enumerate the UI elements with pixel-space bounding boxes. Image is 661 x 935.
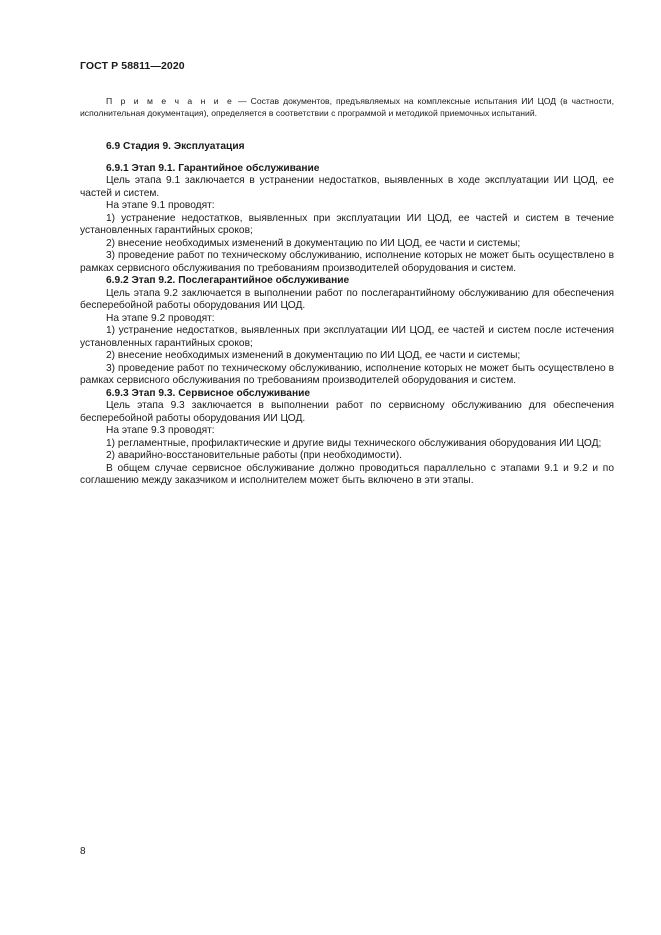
stage-9-3-paragraph: В общем случае сервисное обслуживание должно проводиться параллельно с этапами 9.1 и 9.2 и по соглашению между заказчиком и исполнителем может быть включено в эти этапы.: [80, 462, 614, 486]
stage-9-3-paragraph: На этапе 9.3 проводят:: [106, 425, 215, 436]
section-title: 6.9 Стадия 9. Эксплуатация: [106, 141, 245, 152]
note-label: П р и м е ч а н и е: [106, 96, 234, 106]
stage-9-2-paragraph: 2) внесение необходимых изменений в документацию по ИИ ЦОД, ее части и системы;: [106, 350, 521, 361]
stage-9-2-paragraph: 1) устранение недостатков, выявленных при эксплуатации ИИ ЦОД, ее частей и систем после истечения установленных гарантийных сроков;: [80, 325, 614, 349]
page-body: [80, 96, 614, 488]
stage-9-1-paragraph: На этапе 9.1 проводят:: [106, 200, 215, 211]
stage-9-3-paragraph: 2) аварийно-восстановительные работы (при необходимости).: [106, 450, 402, 461]
stage-9-1-paragraph: 3) проведение работ по техническому обслуживанию, исполнение которых не может быть осуществлено в рамках сервисного обслуживания по требованиям производителей оборудования и систем.: [80, 250, 614, 274]
stage-9-1-title: 6.9.1 Этап 9.1. Гарантийное обслуживание: [106, 162, 320, 174]
stage-9-3-title: 6.9.3 Этап 9.3. Сервисное обслуживание: [106, 387, 311, 399]
document-code: ГОСТ Р 58811—2020: [80, 60, 185, 72]
stage-9-2-paragraph: 3) проведение работ по техническому обслуживанию, исполнение которых не может быть осуществлено в рамках сервисного обслуживания по требованиям производителей оборудования и систем.: [80, 362, 614, 386]
stage-9-1-paragraph: Цель этапа 9.1 заключается в устранении недостатков, выявленных в ходе эксплуатации ИИ ЦОД, ее частей и систем.: [80, 175, 614, 199]
note: [80, 96, 614, 119]
page-number: 8: [80, 846, 86, 857]
stage-9-2-title: 6.9.2 Этап 9.2. Послегарантийное обслуживание: [106, 275, 350, 286]
stage-9-2-paragraph: Цель этапа 9.2 заключается в выполнении работ по послегарантийному обслуживанию для обеспечения бесперебойной работы оборудования ИИ ЦОД.: [80, 287, 614, 311]
note-text: — Состав документов, предъявляемых на комплексные испытания ИИ ЦОД (в частности, исполнительная документация), определяется в соответствии с программой и методикой приемочных испытаний.: [80, 96, 614, 118]
stage-9-1-paragraph: 1) устранение недостатков, выявленных при эксплуатации ИИ ЦОД, ее частей и систем в течение установленных гарантийных сроков;: [80, 212, 614, 236]
stage-9-3-paragraph: Цель этапа 9.3 заключается в выполнении работ по сервисному обслуживанию для обеспечения бесперебойной работы оборудования ИИ ЦОД.: [80, 400, 614, 424]
stage-9-3-paragraph: 1) регламентные, профилактические и другие виды технического обслуживания оборудования ИИ ЦОД;: [106, 437, 602, 449]
stage-9-1-paragraph: 2) внесение необходимых изменений в документацию по ИИ ЦОД, ее части и системы;: [106, 237, 521, 249]
stage-9-2-paragraph: На этапе 9.2 проводят:: [106, 312, 215, 324]
